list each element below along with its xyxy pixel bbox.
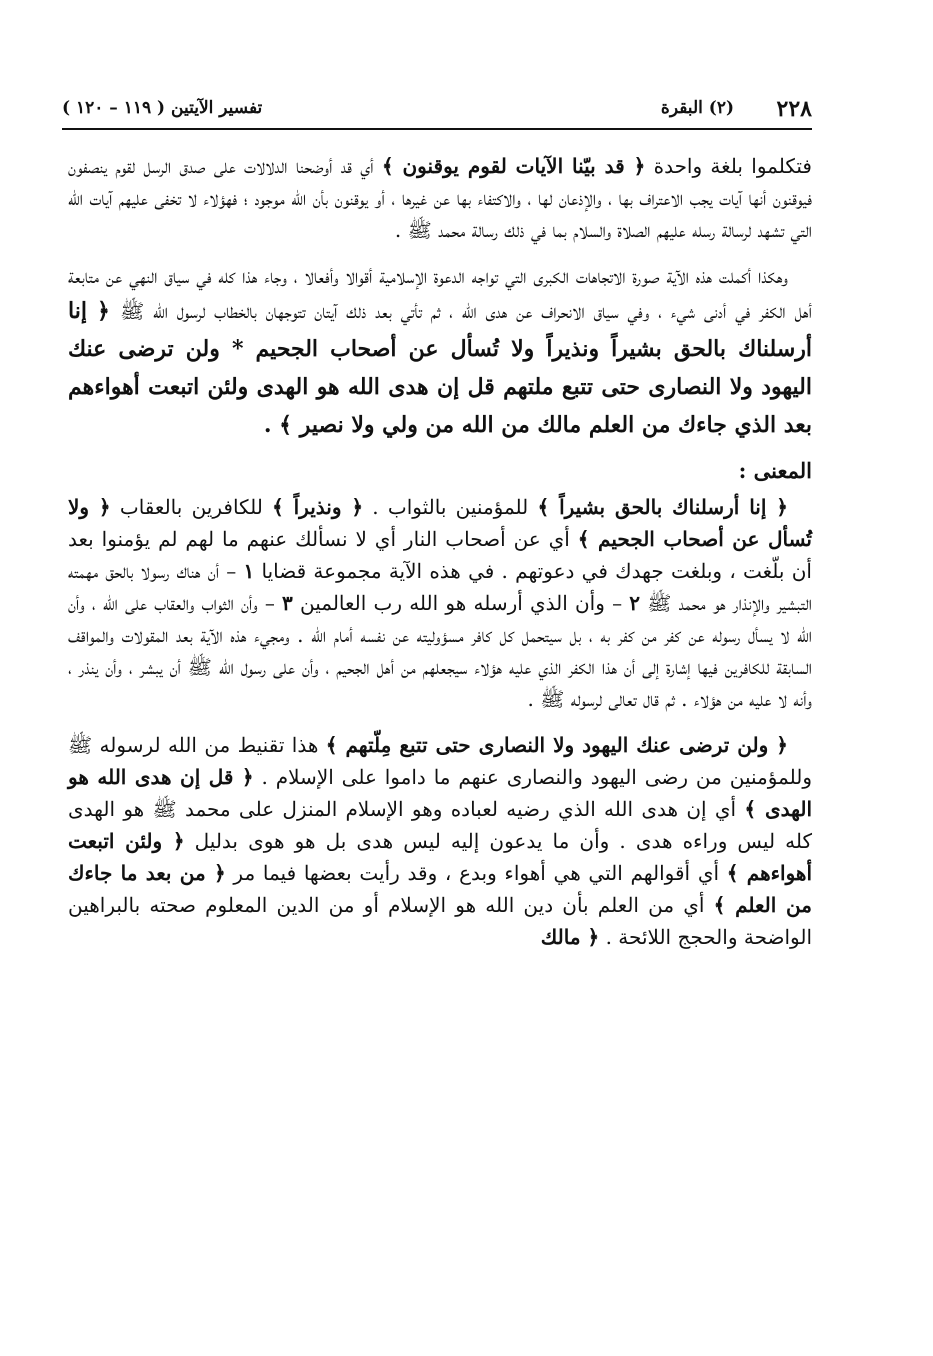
list-number: ٣ bbox=[282, 591, 293, 615]
text-run: – أن هناك رسولا بالحق مهمته التبشير والإنذار هو محمد ﷺ bbox=[68, 559, 812, 615]
text-run: أي إن هدى الله الذي رضيه لعباده وهو الإسلام المنزل على محمد ﷺ هو الهدى كله ليس وراءه هدى . وأن ما يدعون إليه ليس هدى بل هو هوى بدليل bbox=[68, 797, 813, 853]
text-run: للكافرين بالعقاب bbox=[110, 495, 273, 519]
text-run: أي قد أوضحنا الدلالات على صدق الرسل لقوم ينصفون فيوقنون أنها آيات يجب الاعتراف بها ، والإذعان لها ، والاكتفاء بها عن غيرها ، أو يوقنون بأن الله موجود ؛ فهؤلاء لا تخفى عليهم آيات الله التي تشهد لرسالة رسله عليهم الصلاة والسلام بما في ذلك رسالة محمد ﷺ . bbox=[68, 154, 812, 242]
verse-block: ﴿ إنا أرسلناك بالحق بشيراً ونذيراً ولا تُسأل عن أصحاب الجحيم * ولن ترضى عنك اليهود ولا النصارى حتى تتبع ملتهم قل إن هدى الله هو الهدى ولئن اتبعت أهواءهم بعد الذي جاءك من العلم مالك من الله من ولي ولا نصير ﴾ . bbox=[68, 298, 812, 438]
text-run: فتكلموا بلغة واحدة bbox=[645, 154, 812, 178]
quran-quote: ﴿ من بعد ما جاءك من العلم ﴾ bbox=[68, 861, 812, 917]
paragraph-gap bbox=[68, 246, 812, 260]
quran-quote: ﴿ قد بيّنا الآيات لقوم يوقنون ﴾ bbox=[381, 154, 646, 178]
quran-quote: ﴿ قل إن هدى الله هو الهدى ﴾ bbox=[68, 765, 812, 821]
paragraph-gap bbox=[68, 715, 812, 729]
surah-name: (٢) البقرة bbox=[660, 98, 734, 118]
quran-quote: ﴿ مالك bbox=[540, 925, 600, 949]
text-run: – وأن الثواب والعقاب على الله ، وأن الله لا يسأل رسوله عن كفر من كفر به ، بل سيتحمل كل كافر مسؤوليته عن نفسه أمام الله . ومجيء هذه الآية بعد المقولات والمواقف السابقة للكافرين فيها إشارة إلى أن هذا الكفر الذي عليه هؤلاء سيجعلهم من أهل الجحيم ، وأن على رسول الله ﷺ أن يبشر ، وأن ينذر ، وأنه لا عليه من هؤلاء . ثم قال تعالى لرسوله ﷺ . bbox=[68, 591, 813, 711]
list-number: ٢ bbox=[629, 591, 641, 615]
text-run: أي من العلم بأن دين الله هو الإسلام أو من الدين المعلوم صحته بالبراهين الواضحة والحجج اللائحة . bbox=[68, 893, 812, 949]
text-run: للمؤمنين بالثواب . bbox=[363, 495, 538, 519]
header-rule bbox=[62, 128, 812, 130]
running-header bbox=[62, 90, 812, 130]
page-body bbox=[68, 150, 812, 953]
paragraph-gap bbox=[68, 444, 812, 454]
text-run: أي عن أصحاب النار أي لا نسألك عنهم ما لهم لم يؤمنوا بعد أن بلّغت ، وبلغت جهدك في دعوتهم . في هذه الآية مجموعة قضايا bbox=[68, 527, 812, 583]
text-run: وهكذا أكملت هذه الآية صورة الاتجاهات الكبرى التي تواجه الدعوة الإسلامية أقوالا وأفعالا ، وجاء هذا كله في سياق النهي عن متابعة أهل الكفر في أدنى شيء ، وفي سياق الانحراف عن هدى الله ، ثم تأتي بعد ذلك آيتان تتوجهان بالخطاب لرسول الله ﷺ bbox=[68, 264, 812, 323]
quran-quote: ﴿ إنا أرسلناك بالحق بشيراً ﴾ bbox=[537, 495, 788, 519]
quran-quote: ﴿ ونذيراً ﴾ bbox=[272, 495, 364, 519]
paragraph-4 bbox=[68, 729, 812, 953]
header-subject: تفسير الآيتين ( ١١٩ – ١٢٠ ) bbox=[62, 98, 263, 118]
quran-quote: ﴿ ولئن اتبعت أهواءهم ﴾ bbox=[68, 829, 813, 885]
paragraph-2 bbox=[68, 260, 812, 444]
paragraph-3 bbox=[68, 491, 812, 715]
paragraph-1 bbox=[68, 150, 812, 246]
section-title: المعنى : bbox=[738, 458, 812, 483]
text-run: أي أقوالهم التي هي أهواء وبدع ، وقد رأيت بعضها فيما مر bbox=[225, 861, 727, 885]
quran-quote: ﴿ ولا تُسأل عن أصحاب الجحيم ﴾ bbox=[68, 495, 812, 551]
page-number: ٢٢٨ bbox=[776, 96, 812, 122]
text-run: – وأن الذي أرسله هو الله رب العالمين bbox=[292, 591, 630, 615]
list-number: ١ bbox=[243, 559, 255, 583]
quran-quote: ﴿ ولن ترضى عنك اليهود ولا النصارى حتى تتبع مِلّتهم ﴾ bbox=[325, 733, 788, 757]
text-run: هذا تقنيط من الله لرسوله ﷺ وللمؤمنين من رضى اليهود والنصارى عنهم ما داموا على الإسلام . bbox=[68, 733, 812, 789]
